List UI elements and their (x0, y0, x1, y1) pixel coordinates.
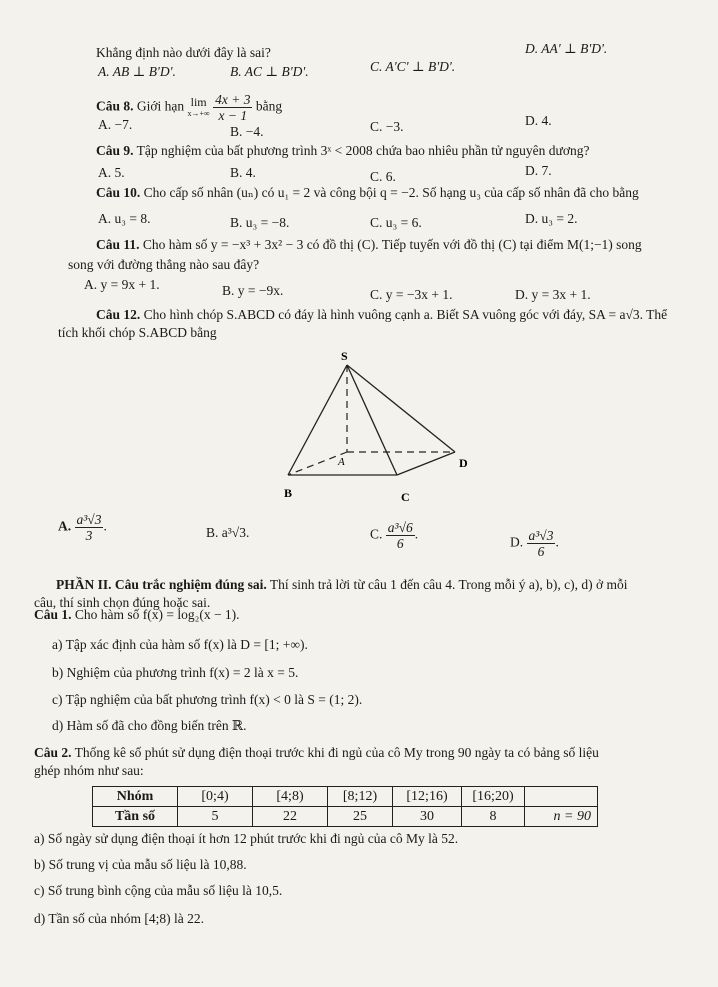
c2-label: Câu 2. (34, 745, 72, 760)
q8-text: Giới hạn (136, 98, 185, 114)
c2-stem-line2: ghép nhóm như sau: (34, 763, 144, 778)
table-cell-frequency: 22 (253, 807, 328, 827)
table-cell-group: [8;12) (328, 787, 393, 807)
q12-option-c-fraction (386, 520, 415, 551)
q10-option-d: D. u₃ = 2. (525, 211, 578, 226)
q12-stem-line1 (96, 306, 667, 324)
q12-option-a-den: 3 (85, 528, 93, 543)
q9-label: Câu 9. (96, 143, 134, 158)
table-header-group: Nhóm (93, 787, 178, 807)
q9-option-b: B. 4. (230, 165, 256, 180)
c2-item-d: d) Tần số của nhóm [4;8) là 22. (34, 911, 204, 926)
table-cell-frequency: 30 (393, 807, 462, 827)
q10-text: Cho cấp số nhân (uₙ) có u₁ = 2 và công bội q = −2. Số hạng u₃ của cấp số nhân đã cho bằng (143, 185, 639, 200)
q8-numerator: 4x + 3 (215, 92, 251, 107)
table-header-frequency: Tần số (93, 807, 178, 827)
q11-option-b: B. y = −9x. (222, 283, 284, 298)
q12-option-c-letter: C. (370, 526, 383, 542)
edge-sd (347, 365, 455, 452)
frequency-table (92, 786, 598, 827)
q12-option-c: C. $\frac{\text{a³√6}}{6}$ . (370, 520, 419, 551)
q7-option-a: A. AB ⊥ B'D'. (98, 64, 176, 79)
table-cell-frequency: 5 (178, 807, 253, 827)
q9-stem (96, 142, 590, 160)
q11-stem-line2: song với đường thẳng nào sau đây? (68, 257, 260, 272)
q12-option-d-fraction (527, 528, 556, 559)
part2-intro1: Thí sinh trả lời từ câu 1 đến câu 4. Trong mỗi ý a), b), c), d) ở mỗi (269, 577, 628, 592)
table-cell-group: [16;20) (462, 787, 525, 807)
vertex-d-label: D (459, 456, 468, 470)
q8-fraction (213, 92, 252, 123)
part2-heading (56, 576, 627, 594)
table-cell-frequency: 25 (328, 807, 393, 827)
q8-lim-word: lim (190, 94, 207, 109)
q12-text1: Cho hình chóp S.ABCD có đáy là hình vuông cạnh a. Biết SA vuông góc với đáy, SA = a√3. Thể (143, 307, 668, 322)
c2-stem-line1 (34, 744, 599, 762)
q8-limit (187, 94, 210, 119)
q12-option-c-num: a³√6 (387, 520, 413, 535)
q8-lim-sub: x→+∞ (187, 108, 210, 118)
q8-after: bằng (255, 98, 283, 114)
q8-option-a: A. −7. (98, 117, 133, 132)
table-cell-group: [4;8) (253, 787, 328, 807)
table-cell-group: [0;4) (178, 787, 253, 807)
table-row-groups (93, 787, 598, 807)
q7-option-b: B. AC ⊥ B'D'. (230, 64, 309, 79)
q12-option-a: A. $\frac{\text{a³√3}}{3}$ . (58, 512, 107, 543)
table-row-frequencies (93, 807, 598, 827)
c1-item-b: b) Nghiệm của phương trình f(x) = 2 là x = 5. (52, 665, 299, 680)
c1-item-d: d) Hàm số đã cho đồng biến trên ℝ. (52, 718, 247, 733)
vertex-a-label: A (338, 456, 345, 468)
q10-option-c: C. u₃ = 6. (370, 215, 422, 230)
q8-denominator: x − 1 (218, 108, 248, 123)
q10-label: Câu 10. (96, 185, 141, 200)
q12-option-a-fraction (75, 512, 104, 543)
q12-option-d-letter: D. (510, 534, 524, 550)
edge-sc (347, 365, 397, 475)
edge-cd (397, 452, 455, 475)
q12-option-d-den: 6 (537, 544, 545, 559)
q12-option-d-num: a³√3 (528, 528, 554, 543)
table-cell-group: [12;16) (393, 787, 462, 807)
q11-option-a: A. y = 9x + 1. (84, 277, 160, 292)
q8-option-b: B. −4. (230, 124, 264, 139)
q10-option-b: B. u₃ = −8. (230, 215, 290, 230)
pyramid-figure (270, 345, 500, 510)
q10-option-a: A. u₃ = 8. (98, 211, 151, 226)
q9-text: Tập nghiệm của bất phương trình 3ˣ < 2008 chứa bao nhiêu phần tử nguyên dương? (136, 143, 590, 158)
q12-option-d: D. $\frac{\text{a³√3}}{6}$ . (510, 528, 559, 559)
q10-stem (96, 184, 639, 202)
q7-option-c: C. A'C' ⊥ B'D'. (370, 59, 456, 74)
c2-item-b: b) Số trung vị của mẫu số liệu là 10,88. (34, 857, 247, 872)
c2-item-a: a) Số ngày sử dụng điện thoại ít hơn 12 phút trước khi đi ngủ của cô My là 52. (34, 831, 459, 846)
q11-stem-line1 (96, 236, 642, 254)
c1-item-a: a) Tập xác định của hàm số f(x) là D = [1; +∞). (52, 637, 308, 652)
q9-option-a: A. 5. (98, 165, 125, 180)
c1-label: Câu 1. (34, 607, 72, 622)
part2-intro2: câu, thí sinh chọn đúng hoặc sai. (34, 595, 211, 610)
q11-label: Câu 11. (96, 237, 140, 252)
q8-option-d: D. 4. (525, 113, 552, 128)
q12-option-a-num: a³√3 (76, 512, 102, 527)
vertex-c-label: C (401, 490, 410, 504)
c2-item-c: c) Số trung bình cộng của mẫu số liệu là 10,5. (34, 883, 283, 898)
table-cell-frequency: 8 (462, 807, 525, 827)
c1-item-c: c) Tập nghiệm của bất phương trình f(x) < 0 là S = (1; 2). (52, 692, 363, 707)
q12-stem-line2: tích khối chóp S.ABCD bằng (58, 325, 217, 340)
q11-option-c: C. y = −3x + 1. (370, 287, 453, 302)
q12-option-c-den: 6 (396, 536, 404, 551)
q9-option-d: D. 7. (525, 163, 552, 178)
q11-text1: Cho hàm số y = −x³ + 3x² − 3 có đồ thị (C). Tiếp tuyến với đồ thị (C) tại điểm M(1;−1) song (142, 237, 642, 252)
vertex-s-label: S (341, 349, 348, 363)
part2-title: PHẦN II. Câu trắc nghiệm đúng sai. (56, 577, 267, 592)
c1-stem (34, 606, 240, 624)
c1-text: Cho hàm số f(x) = log₂(x − 1). (74, 607, 240, 622)
q8-option-c: C. −3. (370, 119, 404, 134)
q7-stem: Khẳng định nào dưới đây là sai? (96, 45, 271, 60)
q12-option-b: B. a³√3. (206, 525, 250, 540)
q8-label: Câu 8. (96, 98, 134, 114)
q9-option-c: C. 6. (370, 169, 396, 184)
table-cell-group (525, 787, 598, 807)
c2-text1: Thống kê số phút sử dụng điện thoại trước khi đi ngủ của cô My trong 90 ngày ta có bảng số liệu (74, 745, 599, 760)
q11-option-d: D. y = 3x + 1. (515, 287, 591, 302)
vertex-b-label: B (284, 486, 293, 500)
q7-option-d: D. AA' ⊥ B'D'. (525, 41, 608, 56)
q12-option-a-letter: A. (58, 518, 72, 534)
q12-label: Câu 12. (96, 307, 141, 322)
table-cell-total: n = 90 (525, 807, 598, 827)
